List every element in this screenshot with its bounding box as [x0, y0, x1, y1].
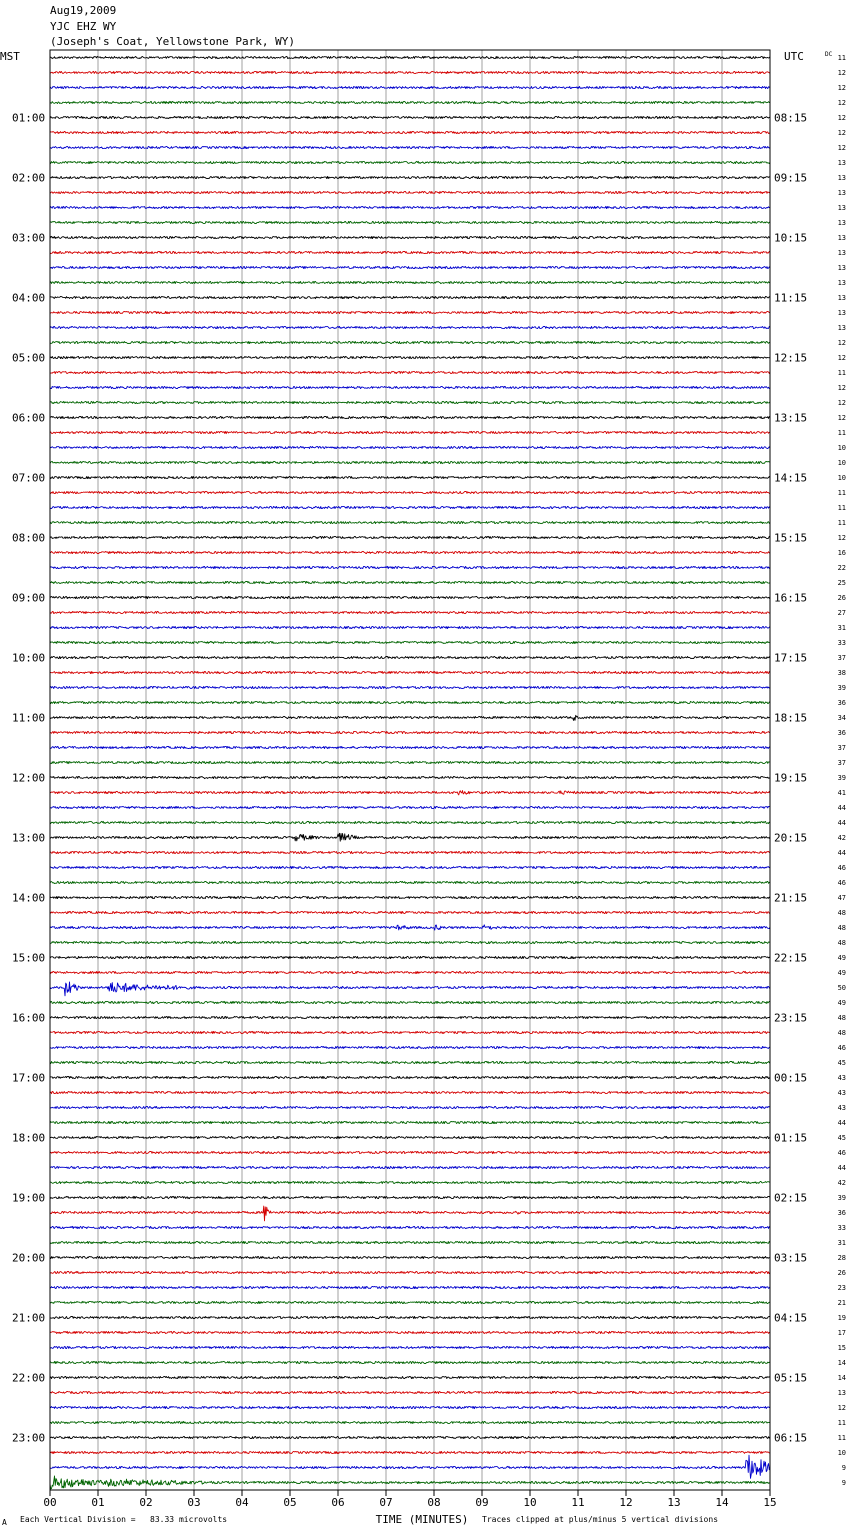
dc-offset-value: 49 [837, 954, 846, 962]
dc-offset-value: 12 [837, 354, 846, 362]
dc-offset-value: 12 [837, 99, 846, 107]
seismic-trace [50, 1476, 770, 1489]
mst-hour-label: 05:00 [12, 351, 46, 365]
dc-offset-value: 39 [837, 684, 846, 692]
dc-offset-value: 14 [837, 1374, 846, 1382]
dc-offset-value: 15 [837, 1344, 846, 1352]
plot-frame [50, 50, 770, 1490]
mst-hour-label: 07:00 [12, 471, 46, 485]
seismic-trace [50, 1436, 770, 1438]
seismic-trace [50, 626, 770, 628]
seismic-trace [50, 1196, 770, 1198]
seismic-trace [50, 176, 770, 178]
x-tick-label: 08 [427, 1496, 441, 1509]
utc-hour-label: 23:15 [774, 1011, 808, 1025]
dc-offset-value: 49 [837, 969, 846, 977]
dc-offset-value: 39 [837, 774, 846, 782]
x-tick-label: 04 [235, 1496, 249, 1509]
utc-hour-label: 14:15 [774, 471, 808, 485]
seismic-trace [50, 746, 770, 748]
dc-offset-value: 13 [837, 294, 846, 302]
mst-hour-label: 13:00 [12, 831, 46, 845]
dc-offset-value: 13 [837, 174, 846, 182]
x-tick-label: 14 [715, 1496, 729, 1509]
seismic-trace [50, 1241, 770, 1243]
seismic-trace [50, 521, 770, 523]
dc-offset-value: 13 [837, 159, 846, 167]
dc-offset-value: 33 [837, 1224, 846, 1232]
dc-offset-value: 22 [837, 564, 846, 572]
seismic-trace [50, 671, 770, 673]
dc-offset-value: 13 [837, 324, 846, 332]
utc-hour-label: 22:15 [774, 951, 808, 965]
dc-offset-value: 42 [837, 1179, 846, 1187]
seismic-trace [50, 1421, 770, 1423]
utc-hour-label: 20:15 [774, 831, 808, 845]
dc-offset-value: 12 [837, 384, 846, 392]
seismic-trace [50, 833, 770, 841]
x-tick-label: 03 [187, 1496, 201, 1509]
dc-offset-value: 10 [837, 444, 846, 452]
utc-hour-label: 18:15 [774, 711, 808, 725]
dc-offset-value: 48 [837, 1014, 846, 1022]
dc-offset-value: 11 [837, 489, 846, 497]
seismic-trace [50, 1061, 770, 1063]
seismic-trace [50, 101, 770, 103]
x-tick-label: 09 [475, 1496, 489, 1509]
mst-hour-label: 11:00 [12, 711, 46, 725]
seismic-trace [50, 491, 770, 493]
seismic-trace [50, 806, 770, 808]
plot-date: Aug19,2009 [50, 4, 117, 17]
dc-offset-value: 44 [837, 849, 846, 857]
mst-hour-label: 15:00 [12, 951, 46, 965]
seismic-trace [50, 896, 770, 898]
seismic-trace [50, 596, 770, 598]
dc-offset-value: 34 [837, 714, 846, 722]
seismic-trace [50, 581, 770, 583]
dc-offset-value: 13 [837, 1389, 846, 1397]
seismic-trace [50, 341, 770, 343]
seismic-trace [50, 971, 770, 973]
seismic-trace [50, 446, 770, 448]
seismic-trace [50, 566, 770, 568]
seismic-trace [50, 956, 770, 958]
seismic-trace [50, 1226, 770, 1228]
seismic-trace [50, 611, 770, 613]
dc-offset-value: 10 [837, 459, 846, 467]
dc-offset-value: 44 [837, 1164, 846, 1172]
mst-hour-label: 02:00 [12, 171, 46, 185]
dc-offset-value: 13 [837, 309, 846, 317]
seismic-trace [50, 71, 770, 73]
dc-offset-value: 48 [837, 1029, 846, 1037]
dc-offset-value: 43 [837, 1104, 846, 1112]
seismic-trace [50, 1301, 770, 1303]
dc-offset-value: 13 [837, 234, 846, 242]
dc-offset-value: 36 [837, 699, 846, 707]
utc-hour-label: 08:15 [774, 111, 808, 125]
dc-offset-value: 43 [837, 1074, 846, 1082]
seismic-trace [50, 941, 770, 943]
dc-offset-value: 11 [837, 519, 846, 527]
dc-offset-value: 12 [837, 399, 846, 407]
mst-hour-label: 03:00 [12, 231, 46, 245]
x-tick-label: 15 [763, 1496, 777, 1509]
x-tick-label: 06 [331, 1496, 345, 1509]
mst-hour-label: 09:00 [12, 591, 46, 605]
mst-hour-label: 14:00 [12, 891, 46, 905]
dc-offset-value: 13 [837, 189, 846, 197]
dc-offset-value: 49 [837, 999, 846, 1007]
seismic-trace [50, 506, 770, 508]
x-tick-label: 00 [43, 1496, 57, 1509]
dc-offset-value: 36 [837, 729, 846, 737]
seismic-trace [50, 1016, 770, 1018]
dc-offset-value: 44 [837, 819, 846, 827]
dc-offset-value: 36 [837, 1209, 846, 1217]
x-tick-label: 13 [667, 1496, 681, 1509]
seismic-trace [50, 1076, 770, 1078]
plot-grid [98, 50, 722, 1490]
dc-offset-value: 13 [837, 204, 846, 212]
x-tick-label: 01 [91, 1496, 105, 1509]
seismic-trace [50, 715, 770, 720]
dc-offset-value: 12 [837, 114, 846, 122]
seismic-trace [50, 866, 770, 868]
dc-offset-value: 37 [837, 654, 846, 662]
seismic-trace [50, 146, 770, 148]
x-tick-label: 02 [139, 1496, 153, 1509]
utc-hour-label: 11:15 [774, 291, 808, 305]
dc-offset-value: 12 [837, 84, 846, 92]
dc-offset-value: 31 [837, 624, 846, 632]
x-axis-title: TIME (MINUTES) [375, 1513, 469, 1526]
dc-offset-value: 17 [837, 1329, 846, 1337]
utc-hour-label: 06:15 [774, 1431, 808, 1445]
utc-hour-label: 12:15 [774, 351, 808, 365]
seismic-trace [50, 281, 770, 283]
dc-offset-value: 12 [837, 339, 846, 347]
utc-hour-label: 15:15 [774, 531, 808, 545]
seismic-trace [50, 1346, 770, 1348]
utc-hour-label: 03:15 [774, 1251, 808, 1265]
dc-offset-value: 9 [841, 1479, 846, 1487]
dc-offset-value: 41 [837, 789, 846, 797]
utc-hour-label: 19:15 [774, 771, 808, 785]
dc-offset-value: 11 [837, 369, 846, 377]
seismic-trace [50, 641, 770, 643]
utc-hour-label: 04:15 [774, 1311, 808, 1325]
mst-hour-label: 04:00 [12, 291, 46, 305]
seismic-trace [50, 925, 770, 930]
clip-note: Traces clipped at plus/minus 5 vertical divisions [482, 1515, 719, 1524]
mst-hour-label: 23:00 [12, 1431, 46, 1445]
utc-axis-label: UTC [784, 50, 804, 63]
mst-hour-label: 08:00 [12, 531, 46, 545]
mst-hour-label: 19:00 [12, 1191, 46, 1205]
seismic-trace [50, 116, 770, 118]
seismic-trace [50, 1151, 770, 1153]
utc-hour-label: 00:15 [774, 1071, 808, 1085]
seismic-trace [50, 371, 770, 373]
utc-hour-label: 16:15 [774, 591, 808, 605]
seismic-trace [50, 686, 770, 688]
station-code: YJC EHZ WY [50, 20, 117, 33]
dc-offset-value: 21 [837, 1299, 846, 1307]
dc-offset-value: 11 [837, 504, 846, 512]
seismic-trace [50, 1181, 770, 1183]
seismic-trace [50, 221, 770, 223]
dc-offset-value: 44 [837, 1119, 846, 1127]
seismic-trace [50, 1046, 770, 1048]
seismic-trace [50, 356, 770, 358]
dc-offset-value: 47 [837, 894, 846, 902]
seismic-trace [50, 476, 770, 478]
dc-offset-value: 11 [837, 429, 846, 437]
seismic-trace [50, 161, 770, 163]
seismic-trace [50, 296, 770, 298]
utc-hour-label: 17:15 [774, 651, 808, 665]
dc-offset-value: 42 [837, 834, 846, 842]
dc-offset-value: 12 [837, 144, 846, 152]
label-layer [0, 50, 846, 1526]
mst-hour-label: 22:00 [12, 1371, 46, 1385]
seismic-trace [50, 1451, 770, 1453]
seismic-trace [50, 401, 770, 403]
seismic-trace [50, 431, 770, 433]
seismic-trace [50, 326, 770, 328]
dc-offset-value: 12 [837, 129, 846, 137]
seismic-trace [50, 251, 770, 253]
seismic-trace [50, 1361, 770, 1363]
seismic-trace [50, 761, 770, 763]
dc-offset-value: 26 [837, 594, 846, 602]
seismic-trace [50, 701, 770, 703]
seismic-trace [50, 1316, 770, 1318]
seismic-trace [50, 1136, 770, 1138]
seismic-trace [50, 731, 770, 733]
seismic-trace [50, 1166, 770, 1168]
seismic-trace [50, 311, 770, 313]
seismic-trace [50, 1206, 770, 1221]
dc-offset-value: 26 [837, 1269, 846, 1277]
seismic-trace [50, 1331, 770, 1333]
utc-hour-label: 10:15 [774, 231, 808, 245]
dc-offset-value: 45 [837, 1134, 846, 1142]
dc-offset-value: 27 [837, 609, 846, 617]
seismic-trace [50, 1271, 770, 1273]
dc-offset-value: 39 [837, 1194, 846, 1202]
seismic-trace [50, 191, 770, 193]
dc-offset-value: 13 [837, 279, 846, 287]
dc-offset-value: 13 [837, 219, 846, 227]
seismic-trace [50, 791, 770, 795]
seismic-trace [50, 911, 770, 913]
dc-offset-value: 16 [837, 549, 846, 557]
seismic-trace [50, 656, 770, 658]
dc-offset-value: 48 [837, 909, 846, 917]
dc-offset-value: 44 [837, 804, 846, 812]
mst-hour-label: 06:00 [12, 411, 46, 425]
dc-offset-value: 14 [837, 1359, 846, 1367]
utc-hour-label: 21:15 [774, 891, 808, 905]
seismic-trace [50, 1001, 770, 1003]
seismic-trace [50, 1455, 770, 1478]
dc-offset-value: 9 [841, 1464, 846, 1472]
mst-hour-label: 18:00 [12, 1131, 46, 1145]
mst-hour-label: 12:00 [12, 771, 46, 785]
dc-offset-value: 48 [837, 924, 846, 932]
x-tick-label: 12 [619, 1496, 633, 1509]
seismic-trace [50, 982, 770, 996]
seismic-trace [50, 536, 770, 538]
seismic-trace [50, 881, 770, 883]
station-location: (Joseph's Coat, Yellowstone Park, WY) [50, 35, 296, 48]
mst-hour-label: 17:00 [12, 1071, 46, 1085]
seismic-trace [50, 1376, 770, 1378]
trace-layer [50, 56, 770, 1489]
dc-offset-value: 11 [837, 1434, 846, 1442]
dc-label: DC [825, 51, 833, 58]
x-tick-label: 11 [571, 1496, 585, 1509]
seismic-trace [50, 1106, 770, 1108]
seismic-trace [50, 86, 770, 88]
seismic-trace [50, 1256, 770, 1258]
footer-mark: A [2, 1518, 7, 1527]
dc-offset-value: 45 [837, 1059, 846, 1067]
seismic-trace [50, 1121, 770, 1123]
dc-offset-value: 13 [837, 264, 846, 272]
dc-offset-value: 37 [837, 744, 846, 752]
dc-offset-value: 28 [837, 1254, 846, 1262]
seismic-trace [50, 461, 770, 463]
x-tick-label: 05 [283, 1496, 297, 1509]
seismic-trace [50, 56, 770, 58]
seismic-trace [50, 821, 770, 823]
mst-axis-label: MST [0, 50, 20, 63]
dc-offset-value: 46 [837, 879, 846, 887]
x-tick-label: 07 [379, 1496, 393, 1509]
utc-hour-label: 05:15 [774, 1371, 808, 1385]
dc-offset-value: 46 [837, 1149, 846, 1157]
dc-offset-value: 11 [837, 1419, 846, 1427]
dc-offset-value: 10 [837, 1449, 846, 1457]
mst-hour-label: 16:00 [12, 1011, 46, 1025]
seismic-trace [50, 131, 770, 133]
dc-offset-value: 37 [837, 759, 846, 767]
mst-hour-label: 01:00 [12, 111, 46, 125]
dc-offset-value: 12 [837, 69, 846, 77]
dc-offset-value: 12 [837, 534, 846, 542]
seismic-trace [50, 1391, 770, 1393]
seismic-trace [50, 386, 770, 388]
seismic-trace [50, 551, 770, 553]
dc-offset-value: 31 [837, 1239, 846, 1247]
dc-offset-value: 33 [837, 639, 846, 647]
dc-offset-value: 46 [837, 1044, 846, 1052]
vertical-division-note: Each Vertical Division = 83.33 microvolts [20, 1515, 228, 1524]
dc-offset-value: 50 [837, 984, 846, 992]
seismic-trace [50, 1286, 770, 1288]
dc-offset-value: 48 [837, 939, 846, 947]
seismic-trace [50, 851, 770, 853]
mst-hour-label: 21:00 [12, 1311, 46, 1325]
seismic-trace [50, 1406, 770, 1408]
dc-offset-value: 46 [837, 864, 846, 872]
dc-offset-value: 23 [837, 1284, 846, 1292]
dc-offset-value: 10 [837, 474, 846, 482]
dc-offset-value: 11 [837, 54, 846, 62]
seismic-trace [50, 416, 770, 418]
mst-hour-label: 10:00 [12, 651, 46, 665]
dc-offset-value: 13 [837, 249, 846, 257]
dc-offset-value: 12 [837, 1404, 846, 1412]
utc-hour-label: 02:15 [774, 1191, 808, 1205]
utc-hour-label: 13:15 [774, 411, 808, 425]
dc-offset-value: 43 [837, 1089, 846, 1097]
seismic-trace [50, 776, 770, 778]
seismic-trace [50, 206, 770, 208]
seismic-trace [50, 1091, 770, 1093]
seismic-trace [50, 266, 770, 268]
dc-offset-value: 12 [837, 414, 846, 422]
utc-hour-label: 01:15 [774, 1131, 808, 1145]
seismic-trace [50, 1031, 770, 1033]
x-tick-label: 10 [523, 1496, 537, 1509]
mst-hour-label: 20:00 [12, 1251, 46, 1265]
dc-offset-value: 25 [837, 579, 846, 587]
dc-offset-value: 19 [837, 1314, 846, 1322]
utc-hour-label: 09:15 [774, 171, 808, 185]
seismic-trace [50, 236, 770, 238]
dc-offset-value: 38 [837, 669, 846, 677]
